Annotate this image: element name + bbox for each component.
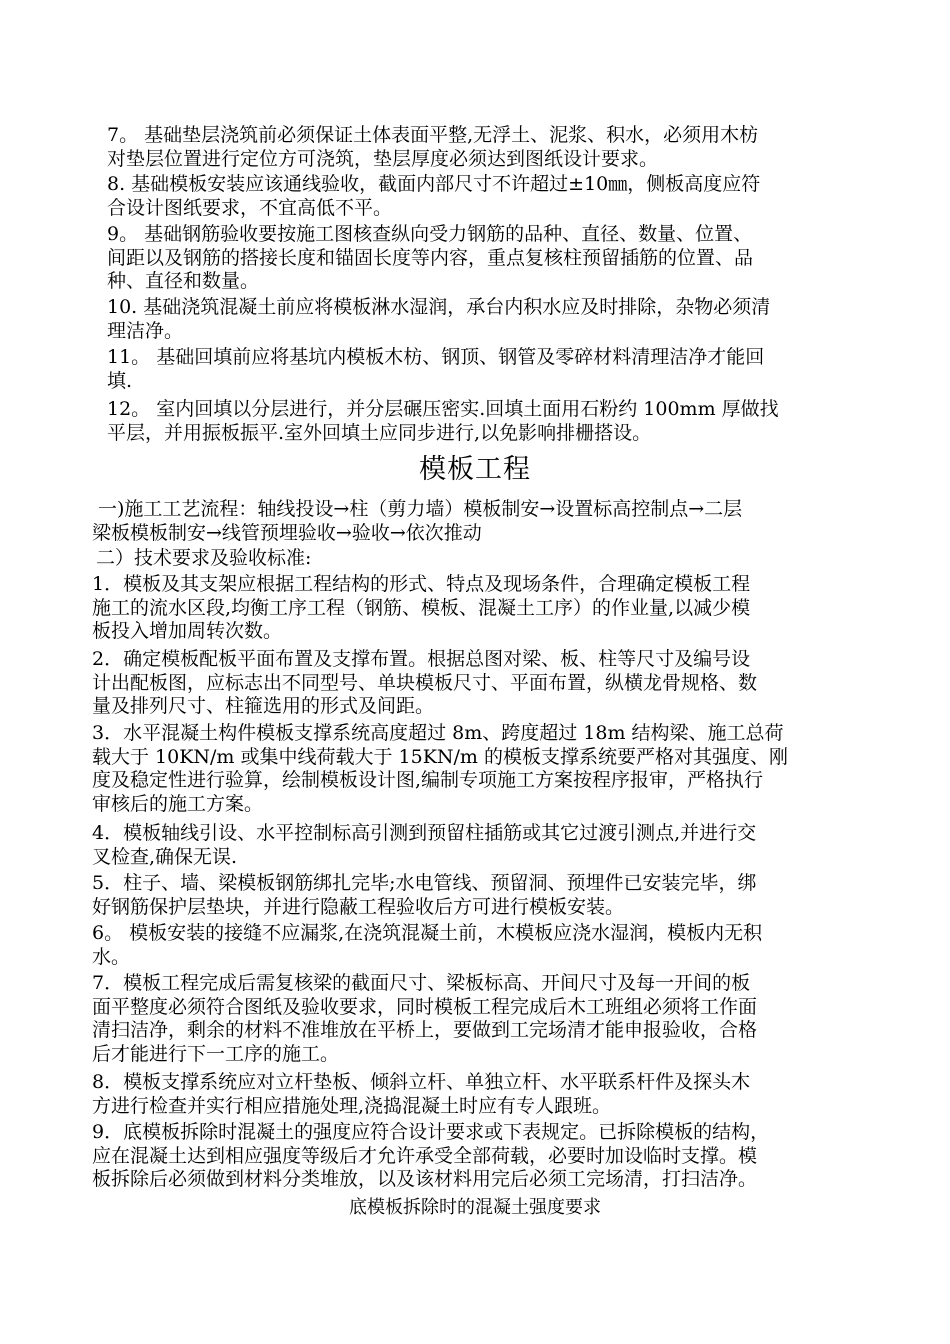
text-line: 8．模板支撑系统应对立杆垫板、倾斜立杆、单独立杆、水平联系杆件及探头木 [92, 1071, 751, 1093]
table-caption: 底模板拆除时的混凝土强度要求 [349, 1197, 601, 1218]
standards-item-2 [92, 648, 757, 719]
text-line: 面平整度必须符合图纸及验收要求，同时模板工程完成后木工班组必须将工作面 [92, 995, 758, 1018]
text-line: 12。 室内回填以分层进行，并分层碾压密实.回填土面用石粉约 100mm 厚做找 [107, 398, 779, 420]
foundation-item-10 [107, 296, 770, 343]
text-line: 填. [107, 369, 133, 392]
standards-item-4 [92, 822, 756, 869]
text-line: 理洁净。 [107, 319, 184, 342]
text-line: 间距以及钢筋的搭接长度和锚固长度等内容，重点复核柱预留插筋的位置、品 [107, 246, 754, 269]
text-line: 好钢筋保护层垫块，并进行隐蔽工程验收后方可进行模板安装。 [92, 895, 625, 918]
standards-item-7 [92, 972, 757, 1066]
text-line: 水。 [92, 945, 131, 968]
text-line: 5．柱子、墙、梁模板钢筋绑扎完毕;水电管线、预留洞、预埋件已安装完毕，绑 [92, 872, 757, 894]
standards-item-9 [92, 1121, 769, 1192]
text-line: 1．模板及其支架应根据工程结构的形式、特点及现场条件，合理确定模板工程 [92, 573, 751, 595]
text-line: 一)施工工艺流程：轴线投设→柱（剪力墙）模板制安→设置标高控制点→二层 [98, 498, 743, 520]
text-line: 梁板模板制安→线管预埋验收→验收→依次推动 [92, 521, 482, 544]
text-line: 种、直径和数量。 [107, 270, 260, 292]
text-line: 叉检查,确保无误. [92, 845, 238, 868]
text-line: 平层，并用振板振平.室外回填土应同步进行,以免影响排栅搭设。 [107, 421, 652, 444]
foundation-item-9 [107, 223, 753, 294]
foundation-item-12 [107, 398, 779, 445]
standards-item-6 [92, 922, 762, 969]
text-line: 载大于 10KN/m 或集中线荷载大于 15KN/m 的模板支撑系统要严格对其强度、刚 [92, 745, 788, 768]
standards-item-3 [92, 722, 788, 816]
text-line: 二）技术要求及验收标准: [96, 547, 312, 569]
text-line: 对垫层位置进行定位方可浇筑，垫层厚度必须达到图纸设计要求。 [107, 147, 659, 170]
text-line: 7．模板工程完成后需复核梁的截面尺寸、梁板标高、开间尺寸及每一开间的板 [92, 972, 751, 994]
text-line: 施工的流水区段,均衡工序工程（钢筋、模板、混凝土工序）的作业量,以减少模 [92, 596, 751, 619]
text-line: 板投入增加周转次数。 [92, 620, 283, 642]
foundation-item-11 [107, 346, 764, 393]
text-line: 9。 基础钢筋验收要按施工图核查纵向受力钢筋的品种、直径、数量、位置、 [107, 223, 753, 245]
text-line: 3．水平混凝土构件模板支撑系统高度超过 8m、跨度超过 18m 结构梁、施工总荷 [92, 722, 784, 744]
section-title: 模板工程 [419, 454, 531, 485]
standards-heading [92, 547, 311, 571]
text-line: 度及稳定性进行验算，绘制模板设计图,编制专项施工方案按程序报审，严格执行 [92, 769, 764, 791]
text-line: 9．底模板拆除时混凝土的强度应符合设计要求或下表规定。已拆除模板的结构， [92, 1121, 770, 1143]
text-line: 计出配板图，应标志出不同型号、单块模板尺寸、平面布置，纵横龙骨规格、数 [92, 671, 758, 694]
text-line: 方进行检查并实行相应措施处理,浇捣混凝土时应有专人跟班。 [92, 1094, 612, 1117]
text-line: 清扫洁净，剩余的材料不准堆放在平桥上，要做到工完场清才能申报验收，合格 [92, 1019, 758, 1041]
text-line: 审核后的施工方案。 [92, 792, 264, 815]
text-line: 量及排列尺寸、柱箍选用的形式及间距。 [92, 695, 435, 717]
process-flow [92, 498, 742, 545]
text-line: 2．确定模板配板平面布置及支撑布置。根据总图对梁、板、柱等尺寸及编号设 [92, 648, 751, 670]
text-line: 8. 基础模板安装应该通线验收，截面内部尺寸不许超过±10㎜，侧板高度应符 [107, 173, 761, 195]
standards-item-1 [92, 573, 750, 644]
standards-item-8 [92, 1071, 750, 1118]
foundation-item-7 [107, 124, 758, 171]
text-line: 4．模板轴线引设、水平控制标高引测到预留柱插筋或其它过渡引测点,并进行交 [92, 822, 757, 844]
foundation-item-8 [107, 173, 760, 220]
standards-item-5 [92, 872, 757, 919]
text-line: 后才能进行下一工序的施工。 [92, 1042, 340, 1065]
text-line: 合设计图纸要求，不宜高低不平。 [107, 196, 393, 219]
text-line: 应在混凝土达到相应强度等级后才允许承受全部荷载，必要时加设临时支撑。模 [92, 1144, 758, 1167]
text-line: 11。 基础回填前应将基坑内模板木枋、钢顶、钢管及零碎材料清理洁净才能回 [107, 346, 765, 368]
text-line: 板拆除后必须做到材料分类堆放，以及该材料用完后必须工完场清，打扫洁净。 [92, 1168, 758, 1190]
text-line: 6。 模板安装的接缝不应漏浆,在浇筑混凝土前，木模板应浇水湿润，模板内无积 [92, 922, 763, 944]
text-line: 7。 基础垫层浇筑前必须保证土体表面平整,无浮土、泥浆、积水，必须用木枋 [107, 124, 759, 146]
text-line: 10. 基础浇筑混凝土前应将模板淋水湿润，承台内积水应及时排除，杂物必须清 [107, 296, 771, 318]
